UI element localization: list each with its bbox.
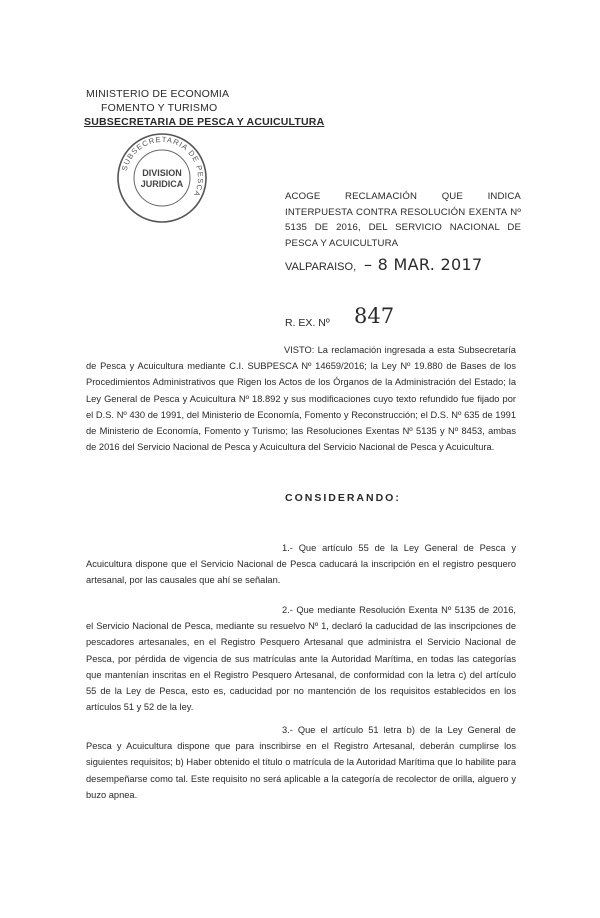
stamp-ring-text: SUBSECRETARIA DE PESCA <box>119 134 206 199</box>
resolution-label: R. EX. Nº <box>285 317 330 329</box>
subsecretaria-line: SUBSECRETARIA DE PESCA Y ACUICULTURA <box>84 116 325 128</box>
consideration-2 <box>86 602 516 715</box>
resolution-subject: ACOGE RECLAMACIÓN QUE INDICA INTERPUESTA CONTRA RESOLUCIÓN EXENTA Nº 5135 DE 2016, DEL SERVICIO NACIONAL DE PESCA Y ACUICULTURA <box>285 191 521 249</box>
date-stamp: – 8 MAR. 2017 <box>364 255 483 274</box>
visto-paragraph <box>86 342 516 455</box>
place-label: VALPARAISO, <box>285 261 357 273</box>
consideration-text: Que artículo 55 de la Ley General de Pesca y Acuicultura dispone que el Servicio Nacional de Pesca caducará la inscripción en el registro pesquero artesanal, por las causales que ahí se señalan. <box>86 543 516 586</box>
consideration-number: 1.- <box>282 543 293 553</box>
consideration-3 <box>86 722 516 803</box>
resolution-number: 847 <box>354 304 395 328</box>
consideration-number: 2.- <box>282 605 293 615</box>
visto-label: VISTO: <box>284 345 315 355</box>
stamp-center-line1: DIVISION <box>142 168 182 178</box>
consideration-text: Que mediante Resolución Exenta Nº 5135 de 2016, el Servicio Nacional de Pesca, mediante su resuelvo Nº 1, declaró la caducidad de las inscripciones de pescadores artesanales, en el Registro Pesquero Artesanal que administra el Servicio Nacional de Pesca, por pérdida de vigencia de sus matrículas ante la Autoridad Marítima, en todas las categorías que mantenían inscritas en el Registro Pesquero Artesanal, de conformidad con la letra c) del artículo 55 de la Ley de Pesca, esto es, caducidad por no mantención de los requisitos establecidos en los artículos 51 y 52 de la ley. <box>86 605 516 713</box>
consideration-1 <box>86 540 516 589</box>
consideration-number: 3.- <box>282 725 293 735</box>
stamp-center-line2: JURIDICA <box>140 179 184 189</box>
consideration-text: Que el artículo 51 letra b) de la Ley General de Pesca y Acuicultura dispone que para inscribirse en el Registro Artesanal, deberán cumplirse los siguientes requisitos; b) Haber obtenido el título o matrícula de la Autoridad Marítima que lo habilite para desempeñarse como tal. Este requisito no será aplicable a la categoría de recolector de orilla, alguero y buzo apnea. <box>86 725 516 800</box>
considerando-heading: CONSIDERANDO: <box>285 492 401 504</box>
ministry-subline: FOMENTO Y TURISMO <box>101 102 218 114</box>
division-juridica-stamp <box>114 130 210 226</box>
visto-text: La reclamación ingresada a esta Subsecretaría de Pesca y Acuicultura mediante C.I. SUBPESCA Nº 14659/2016; la Ley Nº 19.880 de Bases de los Procedimientos Administrativos que Rigen los Actos de los Órganos de la Administración del Estado; la Ley General de Pesca y Acuicultura Nº 18.892 y sus modificaciones cuyo texto refundido fue fijado por el D.S. Nº 430 de 1991, del Ministerio de Economía, Fomento y Reconstrucción; el D.S. Nº 635 de 1991 de Ministerio de Economía, Fomento y Turismo; las Resoluciones Exentas Nº 5135 y Nº 8453, ambas de 2016 del Servicio Nacional de Pesca y Acuicultura del Servicio Nacional de Pesca y Acuicultura. <box>86 345 516 453</box>
ministry-line: MINISTERIO DE ECONOMIA <box>86 88 230 100</box>
